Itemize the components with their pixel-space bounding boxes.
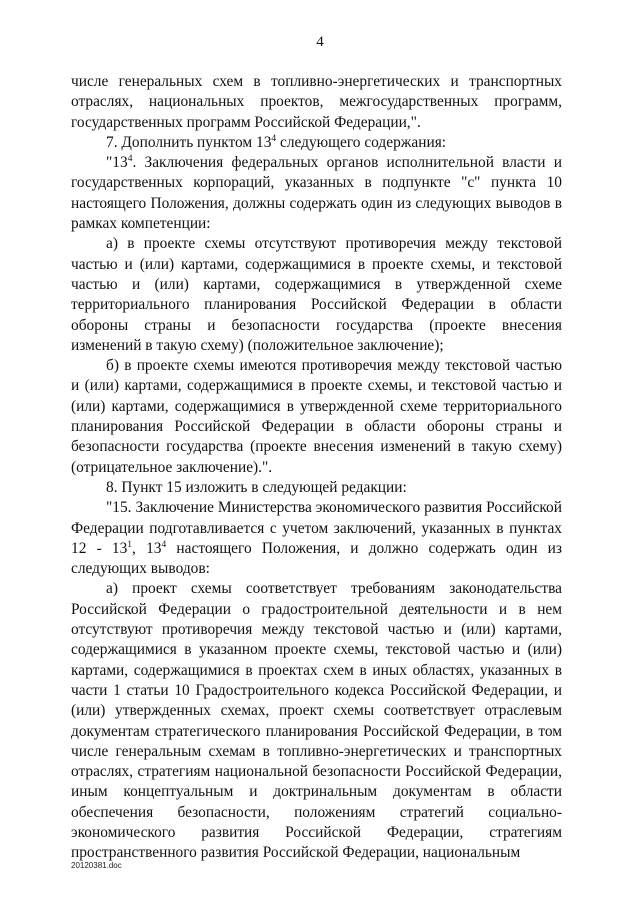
paragraph-item-8: 8. Пункт 15 изложить в следующей редакции: <box>106 478 407 496</box>
paragraph-continuation: числе генеральных схем в топливно-энергетических и транспортных отраслях, национальных проектов, межгосударственных программ, государственных программ Российской Федерации,". <box>71 73 562 131</box>
paragraph-clause-15-a: а) проект схемы соответствует требованиям законодательства Российской Федерации о градостроительной деятельности и в нем отсутствуют противоречия между текстовой частью и (или) картами, содержащимися в указанном проекте схемы, текстовой частью и (или) картами, содержащимися в проектах схем в иных областях, указанных в части 1 статьи 10 Градостроительного кодекса Российской Федерации, и (или) утвержденных схемах, проект схемы соответствует отраслевым документам стратегического планирования Российской Федерации, в том числе генеральным схемам в топливно-энергетических и транспортных отраслях, стратегиям национальной безопасности Российской Федерации, иным концептуальным и доктринальным документам в области обеспечения безопасности, положениям стратегий социально-экономического развития Российской Федерации, стратегиям пространственного развития Российской Федерации, национальным <box>71 580 562 862</box>
superscript: 4 <box>127 154 133 165</box>
paragraph-item-7: 7. Дополнить пунктом $13^4$ следующего содержания: <box>106 133 447 151</box>
paragraph-clause-15: "15. Заключение Министерства экономического развития Российской Федерации подготавливается с учетом заключений, указанных в пунктах $12 - 13^1$, $13^4$ настоящего Положения, и должно содержать один из следующих выводов: <box>71 499 562 578</box>
superscript: 4 <box>161 539 167 550</box>
page-number: 4 <box>316 34 324 50</box>
paragraph-clause-13-4: "$13^4$. Заключения федеральных органов исполнительной власти и государственных корпораций, указанных в подпункте "с" пункта 10 настоящего Положения, должны содержать один из следующих выводов в рамках компетенции: <box>71 154 562 233</box>
superscript: 4 <box>271 133 277 144</box>
document-body <box>71 72 562 864</box>
superscript: 1 <box>127 539 133 550</box>
paragraph-subclause-b: б) в проекте схемы имеются противоречия между текстовой частью и (или) картами, содержащимися в проекте схемы, и текстовой частью и (или) картами, содержащимися в утвержденной схеме территориального планирования Российской Федерации в области обороны страны и безопасности государства (проекте внесения изменений в такую схему) (отрицательное заключение).". <box>71 357 562 476</box>
paragraph-subclause-a: а) в проекте схемы отсутствуют противоречия между текстовой частью и (или) картами, содержащимися в проекте схемы, и текстовой частью и (или) картами, содержащимися в утвержденной схеме территориального планирования Российской Федерации в области обороны страны и безопасности государства (проекте внесения изменений в такую схему) (положительное заключение); <box>71 235 562 354</box>
footer-filename: 20120381.doc <box>71 861 122 870</box>
